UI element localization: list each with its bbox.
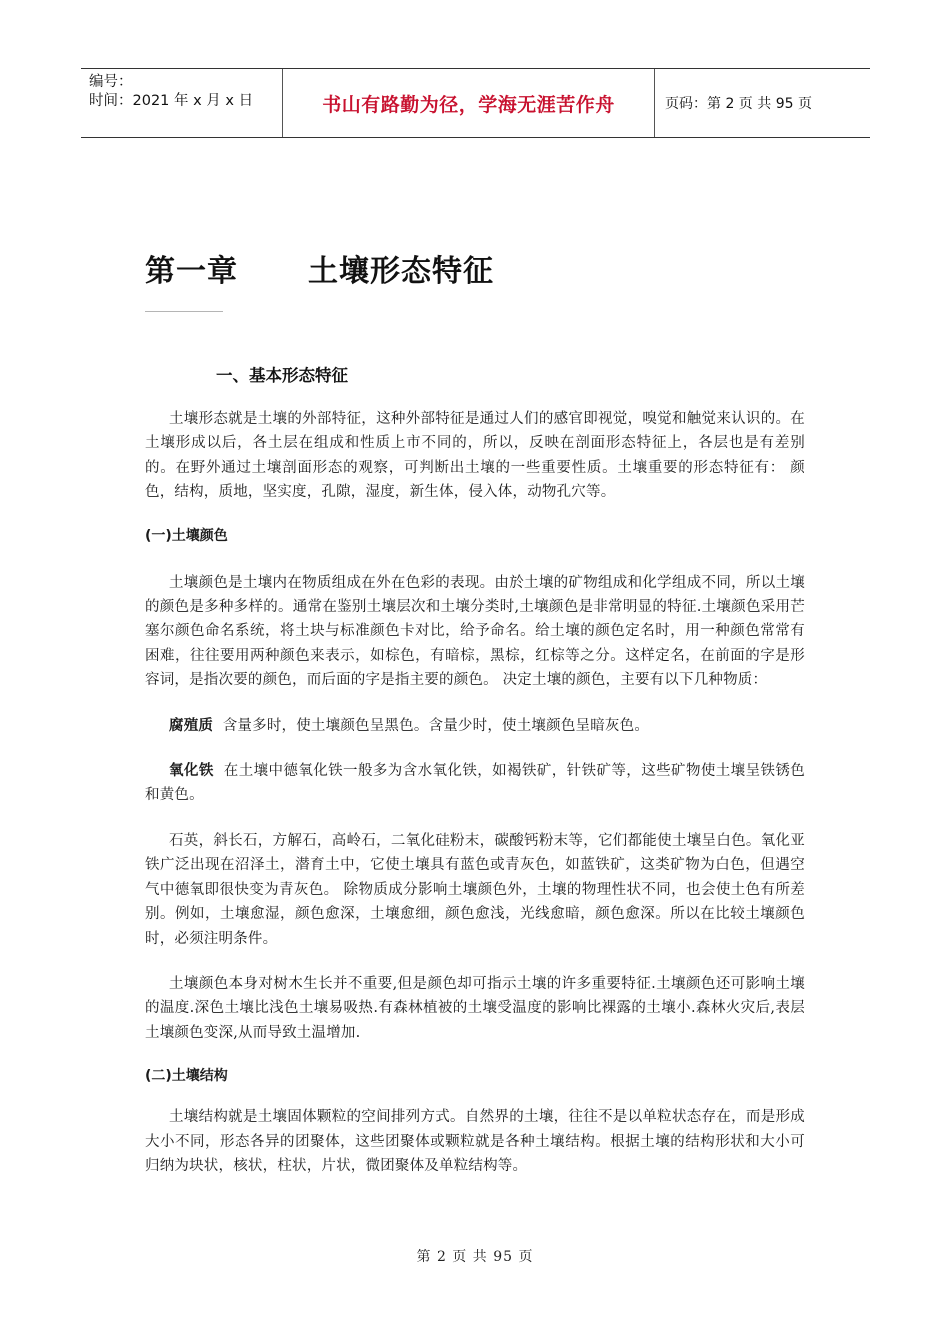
color-paragraph-5: 土壤颜色本身对树木生长并不重要,但是颜色却可指示土壤的许多重要特征.土壤颜色还可影响土壤的温度.深色土壤比浅色土壤易吸热.有森林植被的土壤受温度的影响比裸露的土壤小.森林火灾后,表层土壤颜色变深,从而导致土温增加. bbox=[145, 975, 805, 1041]
chapter-number: 第一章 bbox=[145, 254, 238, 289]
iron-oxide-term: 氧化铁 bbox=[169, 763, 214, 780]
iron-oxide-paragraph bbox=[145, 759, 805, 808]
color-paragraph-4: 石英，斜长石，方解石，高岭石，二氧化硅粉末，碳酸钙粉末等，它们都能使土壤呈白色。氧化亚铁广泛出现在沼泽土，潜育土中，它使土壤具有蓝色或青灰色，如蓝铁矿，这类矿物为白色，但遇空气中德氧即很快变为青灰色。 除物质成分影响土壤颜色外，土壤的物理性状不同，也会使土色有所差别。例如，土壤愈湿，颜色愈深，土壤愈细，颜色愈浅，光线愈暗，颜色愈深。所以在比较土壤颜色时，必须注明条件。 bbox=[145, 832, 805, 947]
document-header bbox=[81, 68, 870, 138]
header-page-info: 页码：第 2 页 共 95 页 bbox=[665, 96, 812, 112]
humus-term: 腐殖质 bbox=[169, 717, 214, 734]
section-title: 一、基本形态特征 bbox=[216, 366, 348, 385]
document-date: 时间：2021 年 x 月 x 日 bbox=[89, 93, 254, 109]
chapter-heading bbox=[145, 246, 494, 290]
humus-text: 含量多时，使土壤颜色呈黑色。含量少时，使土壤颜色呈暗灰色。 bbox=[222, 717, 650, 734]
structure-paragraph-1: 土壤结构就是土壤固体颗粒的空间排列方式。自然界的土壤，往往不是以单粒状态存在，而是形成大小不同，形态各异的团聚体，这些团聚体或颗粒就是各种土壤结构。根据土壤的结构形状和大小可归纳为块状，核状，柱状，片状，微团聚体及单粒结构等。 bbox=[145, 1109, 805, 1174]
document-number-label: 编号： bbox=[89, 74, 133, 90]
subsection-title-color: (一)土壤颜色 bbox=[145, 527, 228, 544]
header-meta bbox=[81, 69, 282, 137]
chapter-title: 土壤形态特征 bbox=[308, 254, 494, 289]
subsection-title-structure: (二)土壤结构 bbox=[145, 1068, 228, 1085]
humus-paragraph bbox=[145, 714, 805, 738]
header-motto: 书山有路勤为径，学海无涯苦作舟 bbox=[282, 69, 655, 137]
color-paragraph-1: 土壤颜色是土壤内在物质组成在外在色彩的表现。由於土壤的矿物组成和化学组成不同，所以土壤的颜色是多种多样的。通常在鉴别土壤层次和土壤分类时,土壤颜色是非常明显的特征.土壤颜色采用芒塞尔颜色命名系统，将土块与标准颜色卡对比，给予命名。给土壤的颜色定名时，用一种颜色常常有困难，往往要用两种颜色来表示，如棕色，有暗棕，黑棕，红棕等之分。这样定名，在前面的字是形容词，是指次要的颜色，而后面的字是指主要的颜色。 决定土壤的颜色，主要有以下几种物质： bbox=[145, 574, 805, 689]
intro-paragraph: 土壤形态就是土壤的外部特征，这种外部特征是通过人们的感官即视觉，嗅觉和触觉来认识的。在土壤形成以后，各土层在组成和性质上市不同的，所以，反映在剖面形态特征上，各层也是有差别的。在野外通过土壤剖面形态的观察，可判断出土壤的一些重要性质。土壤重要的形态特征有： 颜色，结构，质地，坚实度，孔隙，湿度，新生体，侵入体，动物孔穴等。 bbox=[145, 411, 805, 501]
body-content bbox=[145, 407, 805, 1178]
title-divider bbox=[145, 311, 223, 312]
page-footer: 第 2 页 共 95 页 bbox=[416, 1249, 534, 1265]
iron-oxide-text: 在土壤中德氧化铁一般多为含水氧化铁，如褐铁矿，针铁矿等，这些矿物使土壤呈铁锈色和黄色。 bbox=[145, 763, 806, 804]
